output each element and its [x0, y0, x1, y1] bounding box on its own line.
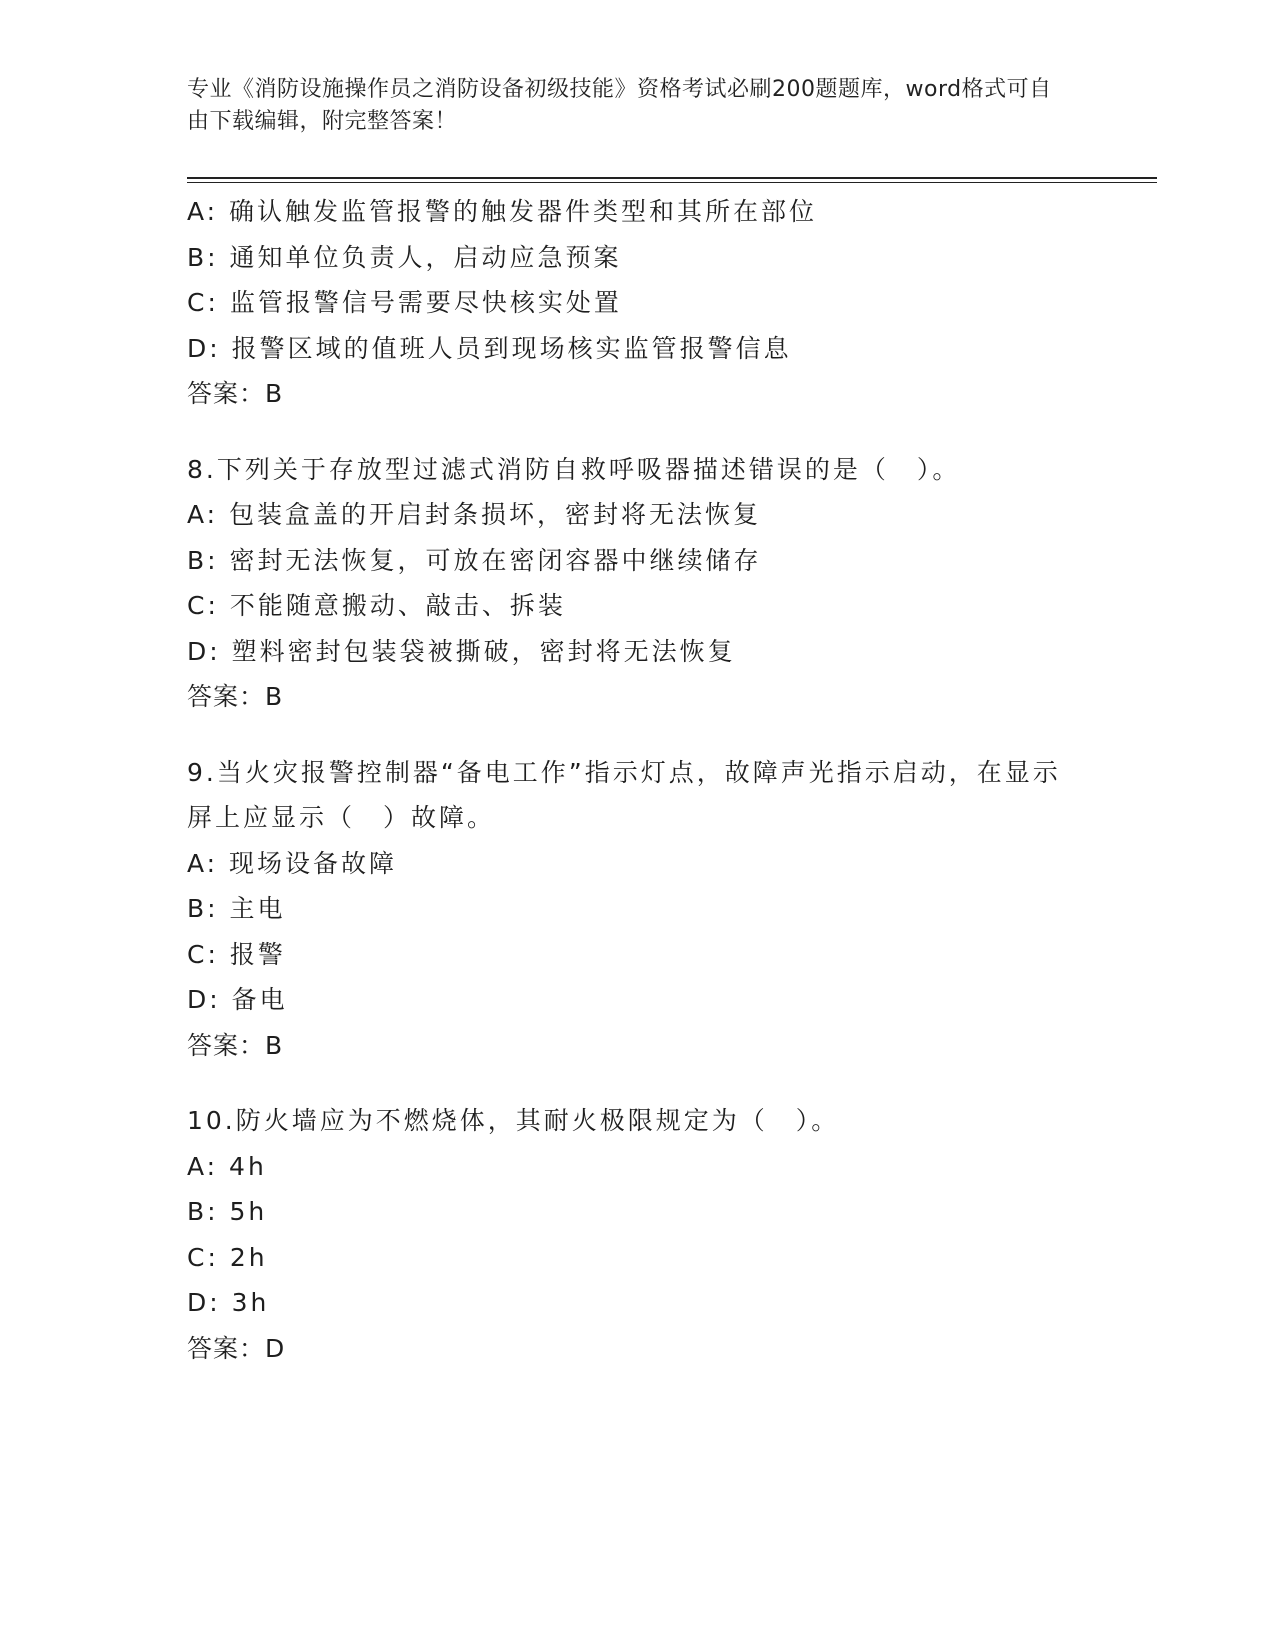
option-b: B: 5h	[187, 1197, 268, 1226]
question-text: 10.防火墙应为不燃烧体，其耐火极限规定为（ ）。	[187, 1106, 840, 1135]
answer-line: 答案：D	[187, 1333, 286, 1363]
question-block-8	[187, 447, 1087, 720]
option-b: B: 主电	[187, 894, 286, 923]
question-text: 9.当火灾报警控制器“备电工作”指示灯点，故障声光指示启动，在显示屏上应显示（ ）故障。	[187, 757, 1061, 832]
question-content	[187, 189, 1087, 1371]
option-a: A: 包装盒盖的开启封条损坏，密封将无法恢复	[187, 500, 762, 529]
answer-line: 答案：B	[187, 682, 284, 711]
answer-line: 答案：B	[187, 379, 284, 408]
option-b: B: 通知单位负责人，启动应急预案	[187, 242, 622, 272]
option-c: C: 监管报警信号需要尽快核实处置	[187, 288, 622, 317]
question-block-10	[187, 1098, 1087, 1371]
option-c: C: 报警	[187, 939, 286, 969]
header-divider-thin	[187, 182, 1157, 183]
option-a: A: 现场设备故障	[187, 848, 398, 878]
question-block-7	[187, 189, 1087, 417]
option-c: C: 不能随意搬动、敲击、拆装	[187, 591, 566, 620]
option-a: A: 4h	[187, 1151, 267, 1181]
option-d: D: 备电	[187, 985, 288, 1014]
option-d: D: 报警区域的值班人员到现场核实监管报警信息	[187, 333, 792, 363]
answer-line: 答案：B	[187, 1030, 284, 1060]
document-header-title: 专业《消防设施操作员之消防设备初级技能》资格考试必刷200题题库，word格式可自由下载编辑，附完整答案！	[187, 77, 1052, 134]
question-block-9	[187, 750, 1087, 1069]
header-divider-thick	[187, 177, 1157, 179]
option-d: D: 塑料密封包装袋被撕破，密封将无法恢复	[187, 636, 736, 666]
question-text: 8.下列关于存放型过滤式消防自救呼吸器描述错误的是（ ）。	[187, 454, 961, 484]
option-d: D: 3h	[187, 1288, 270, 1317]
option-c: C: 2h	[187, 1242, 268, 1272]
option-a: A: 确认触发监管报警的触发器件类型和其所在部位	[187, 197, 818, 226]
option-b: B: 密封无法恢复，可放在密闭容器中继续储存	[187, 545, 762, 575]
